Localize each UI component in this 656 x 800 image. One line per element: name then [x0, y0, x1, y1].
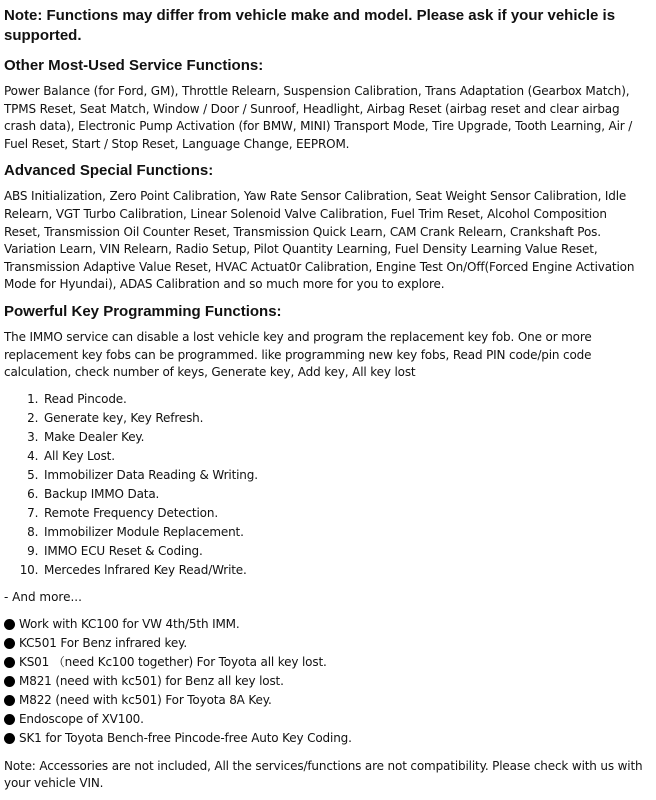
bullet-dot-icon [4, 714, 15, 725]
bullet-dot-icon [4, 657, 15, 668]
accessory-item [4, 615, 646, 634]
step-item: 5. Immobilizer Data Reading & Writing. [42, 466, 646, 485]
step-item: 2. Generate key, Key Refresh. [42, 409, 646, 428]
step-item: 8. Immobilizer Module Replacement. [42, 523, 646, 542]
accessory-item-text: Work with KC100 for VW 4th/5th IMM. [19, 616, 240, 631]
accessory-item [4, 729, 646, 748]
and-more-text: - And more... [4, 589, 82, 604]
bullet-dot-icon [4, 733, 15, 744]
step-item: 6. Backup IMMO Data. [42, 485, 646, 504]
advanced-functions-heading: Advanced Special Functions: [4, 162, 214, 180]
bullet-dot-icon [4, 695, 15, 706]
advanced-functions-text: ABS Initialization, Zero Point Calibration, Yaw Rate Sensor Calibration, Seat Weight Sensor Calibration, Idle Relearn, VGT Turbo Calibration, Linear Solenoid Valve Calibration, Fuel Trim Reset, Alcohol Composition Reset, Transmission Oil Counter Reset, Transmission Quick Learn, CAM Crank Relearn, Crankshaft Pos. Variation Learn, VIN Relearn, Radio Setup, Pilot Quantity Learning, Fuel Density Learning Value Reset, Transmission Adaptive Value Reset, HVAC Actuat0r Calibration, Engine Test On/Off(Forced Engine Activation Mode for Hyundai), ADAS Calibration and so much more for you to explore. [4, 189, 635, 292]
accessory-item-text: KS01 （need Kc100 together) For Toyota all key lost. [19, 654, 327, 669]
key-programming-heading: Powerful Key Programming Functions: [4, 302, 282, 320]
step-item: 10. Mercedes lnfrared Key Read/Write. [42, 561, 646, 580]
step-item: 7. Remote Frequency Detection. [42, 504, 646, 523]
accessory-item [4, 634, 646, 653]
accessory-list [4, 615, 646, 748]
accessory-item [4, 653, 646, 672]
bullet-dot-icon [4, 619, 15, 630]
accessory-item-text: KC501 For Benz infrared key. [19, 635, 188, 650]
bullet-dot-icon [4, 676, 15, 687]
accessory-item [4, 691, 646, 710]
accessory-item-text: M821 (need with kc501) for Benz all key lost. [19, 673, 284, 688]
step-item: 4. All Key Lost. [42, 447, 646, 466]
service-functions-text: Power Balance (for Ford, GM), Throttle Relearn, Suspension Calibration, Trans Adaptation (Gearbox Match), TPMS Reset, Seat Match, Window / Door / Sunroof, Headlight, Airbag Reset (airbag reset and clear airbag crash data), Electronic Pump Activation (for BMW, MINI) Transport Mode, Tire Upgrade, Tooth Learning, Air / Fuel Reset, Start / Stop Reset, Language Change, EEPROM. [4, 84, 633, 151]
top-note: Note: Functions may differ from vehicle make and model. Please ask if your vehicle is supported. [4, 7, 616, 44]
accessory-item [4, 672, 646, 691]
step-item: 3. Make Dealer Key. [42, 428, 646, 447]
service-functions-heading: Other Most-Used Service Functions: [4, 57, 264, 74]
accessory-item [4, 710, 646, 729]
step-item: 1. Read Pincode. [42, 390, 646, 409]
step-item: 9. IMMO ECU Reset & Coding. [42, 542, 646, 561]
accessory-item-text: Endoscope of XV100. [19, 711, 144, 726]
key-programming-steps [4, 390, 646, 580]
key-programming-text: The IMMO service can disable a lost vehicle key and program the replacement key fob. One or more replacement key fobs can be programmed. like programming new key fobs, Read PIN code/pin code calculation, check number of keys, Generate key, Add key, All key lost [4, 329, 592, 380]
bullet-dot-icon [4, 638, 15, 649]
bottom-note: Note: Accessories are not included, All the services/functions are not compatibility. Please check with us with your vehicle VIN. [4, 758, 643, 791]
accessory-item-text: M822 (need with kc501) For Toyota 8A Key. [19, 692, 272, 707]
accessory-item-text: SK1 for Toyota Bench-free Pincode-free Auto Key Coding. [19, 730, 352, 745]
